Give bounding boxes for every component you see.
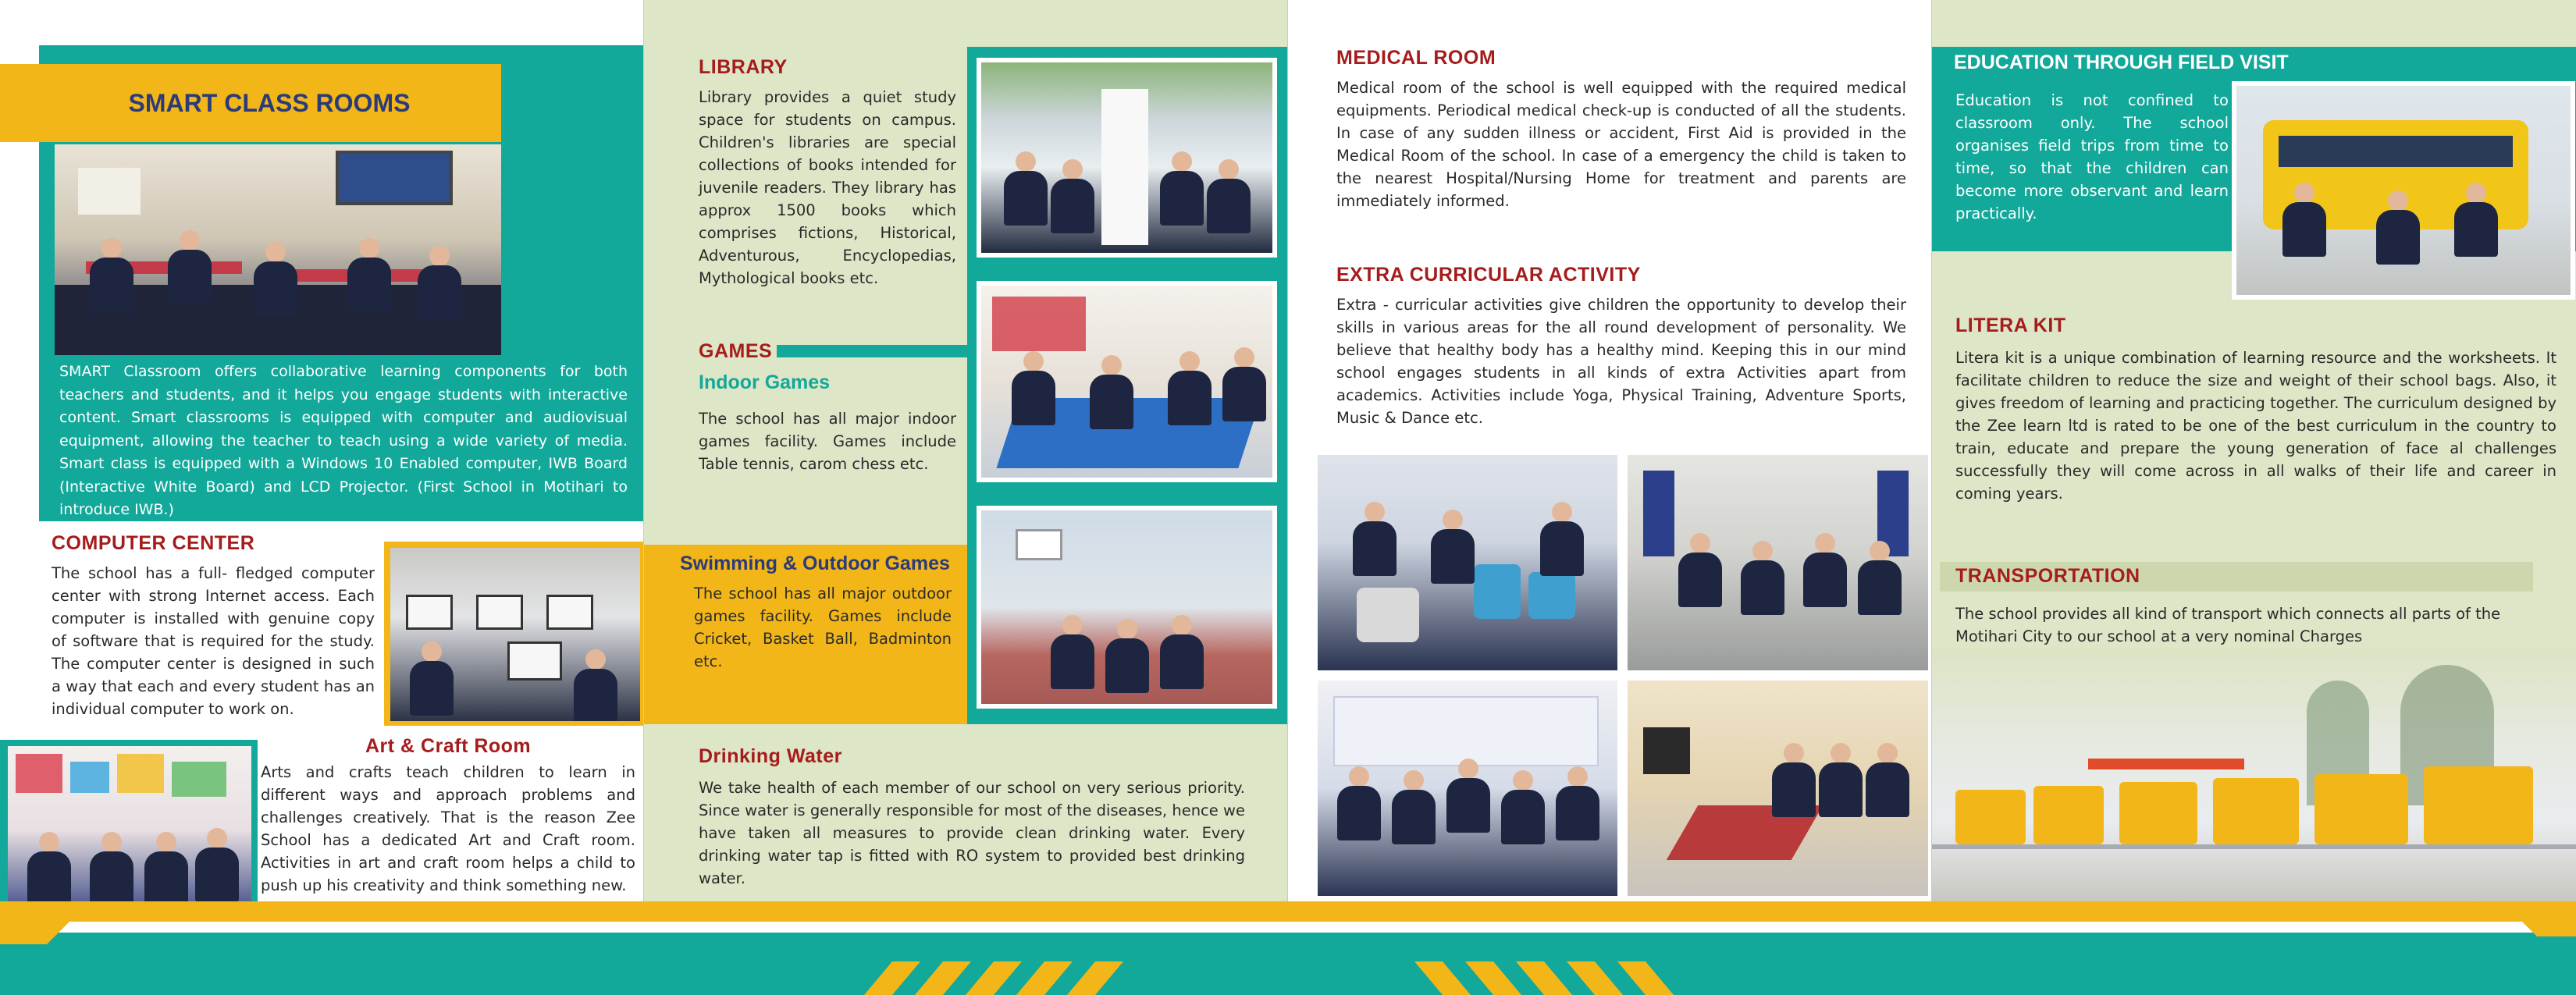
indoor-games-text: The school has all major indoor games facility. Games include Table tennis, carom chess etc. [699,410,956,473]
swimming-text: The school has all major outdoor games facility. Games include Cricket, Basket Ball, Badminton etc. [694,585,952,670]
drinking-water-text: We take health of each member of our school on very serious priority. Since water is generally responsible for most of the diseases, hence we have taken all measures to provide clean drinking water. Every drinking water tap is fitted with RO system to provided best drinking water. [699,779,1245,887]
transportation-text: The school provides all kind of transport which connects all parts of the Motihari City to our school at a very nominal Charges [1955,605,2501,645]
singing-photo [1318,681,1617,896]
litera-kit-text: Litera kit is a unique combination of learning resource and the worksheets. It facilitate children to reduce the size and weight of their school bags. Also, it gives freedom of learning and practicing together. The curriculum designed by the Zee learn ltd is rated to be one of the best curriculum in the country to train, educate and prepare the young generation of face al challenges successfully they will come across in all walks of their life and career in coming years. [1955,349,2556,503]
basketball-photo [977,506,1277,709]
table-tennis-photo [977,281,1277,482]
games-title: GAMES [699,340,773,362]
computer-center-text: The school has a full- fledged computer center with strong Internet access. Each computer is installed with genuine copy of software that is required for the study. The computer center is designed in such a way that each and every student has an individual computer to work on. [52,564,375,718]
art-craft-title: Art & Craft Room [365,735,532,757]
field-visit-title: EDUCATION THROUGH FIELD VISIT [1954,52,2289,73]
school-bus-photo [2232,81,2575,300]
bus-fleet-photo [1932,649,2576,938]
fold-line-2 [1287,0,1288,901]
music-room-photo [1628,681,1928,896]
field-visit-text: Education is not confined to classroom only. The school organises field trips from time to time, so that the children can become more observant and learn practically. [1955,91,2229,222]
art-craft-photo [8,746,251,915]
exercise-photo [1628,455,1928,670]
drinking-water-title: Drinking Water [699,745,842,767]
smart-classroom-photo [55,144,501,355]
library-title: LIBRARY [699,56,788,78]
library-text: Library provides a quiet study space for students on campus. Children's libraries are special collections of books intended for juvenile readers. They library has approx 1500 books which comprises fictions, Historical, Adventurous, Encyclopedias, Mythological books etc. [699,88,956,287]
smart-class-title: SMART CLASS ROOMS [128,89,411,117]
smart-class-text: SMART Classroom offers collaborative learning components for both teachers and students, and it helps you engage students with interactive content. Smart classrooms is equipped with computer and audiovisual equipment, allowing the teacher to teach using a wide variety of media. Smart class is equipped with a Windows 10 Enabled computer, IWB Board (Interactive White Board) and LCD Projector. (First School in Motihari to introduce IWB.) [59,363,628,518]
games-title-rule [777,345,967,357]
transportation-title: TRANSPORTATION [1955,565,2140,587]
fold-line-3 [1931,0,1932,901]
library-photo [977,58,1277,258]
litera-kit-title: LITERA KIT [1955,314,2066,336]
panel-1 [0,0,644,995]
medical-room-title: MEDICAL ROOM [1336,47,1496,69]
computer-center-photo [390,548,640,721]
drums-photo [1318,455,1617,670]
fold-line-1 [643,0,644,901]
extra-curricular-title: EXTRA CURRICULAR ACTIVITY [1336,264,1641,286]
extra-curricular-text: Extra - curricular activities give children the opportunity to develop their skills in various areas for the all round development of personality. We believe that healthy body has a healthy mind. Keeping this in our mind school engages students in all kinds of extra Activities apart from academics. Activities include Yoga, Physical Training, Adventure Sports, Music & Dance etc. [1336,296,1906,427]
panel-2 [644,0,1288,995]
bottom-teal-band [0,933,2576,995]
bottom-yellow-rule [0,901,2576,922]
panel-4 [1932,0,2576,995]
art-craft-text: Arts and crafts teach children to learn in different ways and approach problems and challenges creatively. That is the reason Zee School has a dedicated Art and Craft room. Activities in art and craft room helps a child to push up his creativity and think something new. [261,763,635,894]
swimming-title: Swimming & Outdoor Games [680,553,950,574]
medical-room-text: Medical room of the school is well equipped with the required medical equipments. Periodical medical check-up is conducted of all the students. In case of any sudden illness or accident, First Aid is provided in the Medical Room of the school. In case of a emergency the child is taken to the nearest Hospital/Nursing Home for treatment and parents are immediately informed. [1336,79,1906,210]
computer-center-title: COMPUTER CENTER [52,532,255,554]
bottom-white-gap [0,922,2576,933]
panel-3 [1288,0,1932,995]
indoor-games-subtitle: Indoor Games [699,371,831,393]
